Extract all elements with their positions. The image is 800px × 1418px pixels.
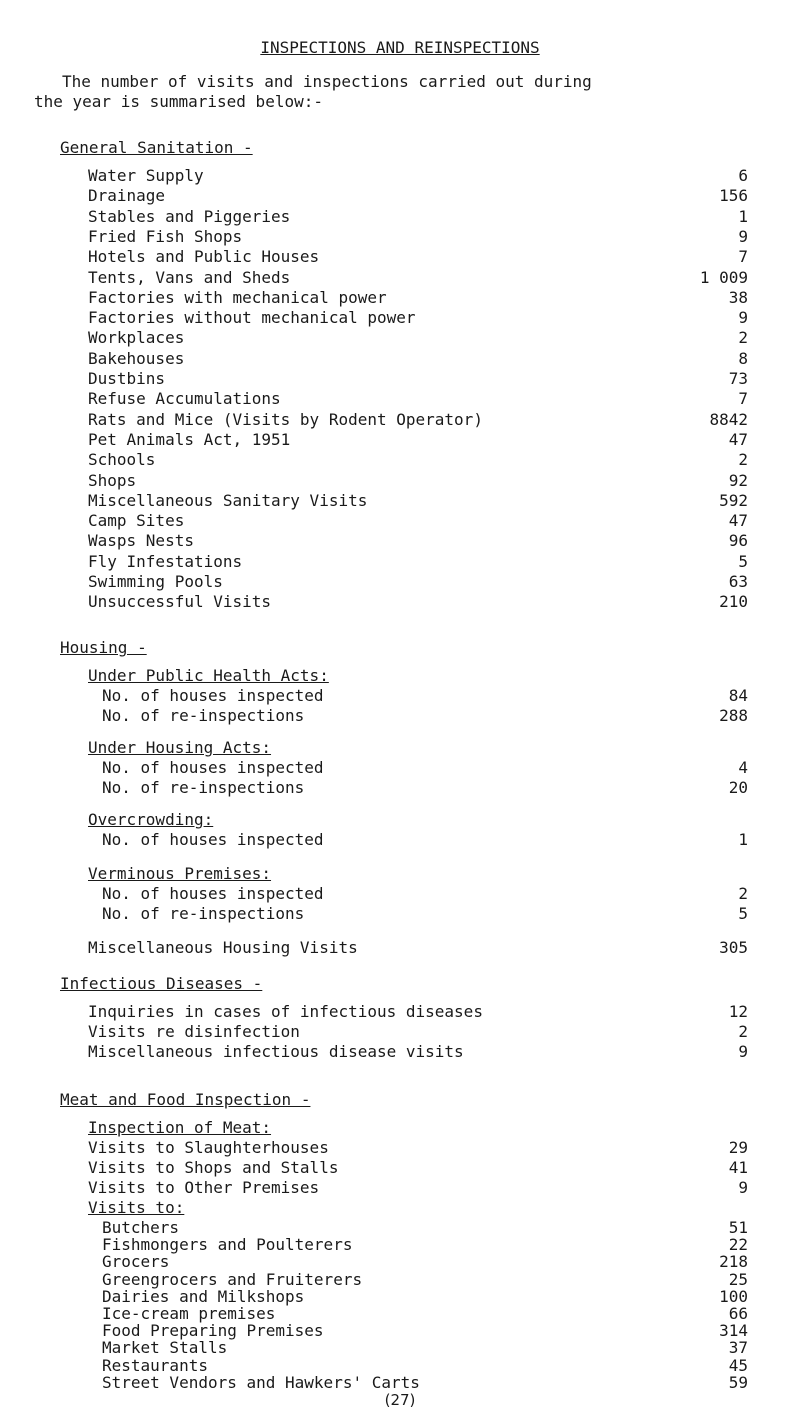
row-label: No. of re-inspections [102, 706, 305, 725]
row-label: Shops [88, 470, 137, 490]
row-value: 29 [728, 1138, 748, 1157]
row-label: Water Supply [88, 166, 204, 185]
list-item [88, 552, 748, 572]
row-value: 218 [719, 1252, 748, 1272]
row-label: Stables and Piggeries [88, 206, 291, 226]
subheading-visits-to: Visits to: [88, 1198, 185, 1217]
row-label: Schools [88, 450, 156, 470]
row-value: 59 [728, 1372, 748, 1392]
row-label: No. of houses inspected [102, 758, 324, 777]
row-value: 96 [728, 531, 748, 551]
row-value: 8842 [709, 409, 748, 429]
list-item [88, 830, 748, 850]
row-label: Factories without mechanical power [88, 308, 416, 328]
row-label: No. of houses inspected [102, 686, 324, 705]
list-item [88, 592, 748, 612]
row-label: Factories with mechanical power [88, 287, 387, 307]
list-item [88, 471, 748, 491]
subheading-verminous-premises: Verminous Premises: [88, 864, 272, 883]
row-value: 37 [728, 1338, 748, 1358]
subheading-inspection-of-meat: Inspection of Meat: [88, 1118, 272, 1137]
section-heading-infectious-diseases: Infectious Diseases - [60, 974, 263, 993]
section-heading-housing: Housing - [60, 638, 147, 657]
row-label: Market Stalls [102, 1338, 228, 1358]
row-value: 305 [719, 938, 748, 957]
row-value: 2 [738, 328, 748, 348]
row-label: Grocers [102, 1252, 170, 1272]
row-value: 47 [728, 511, 748, 531]
list-item [88, 268, 748, 288]
row-value: 66 [728, 1304, 748, 1323]
list-item [88, 1158, 748, 1178]
list-item [88, 904, 748, 924]
list-item [88, 511, 748, 531]
row-value: 592 [719, 490, 748, 510]
list-item [88, 491, 748, 511]
row-label: Ice-cream premises [102, 1304, 276, 1323]
row-label: Pet Animals Act, 1951 [88, 429, 291, 449]
page-number: (27) [384, 1391, 416, 1409]
list-item [88, 1002, 748, 1022]
list-item [88, 1178, 748, 1198]
list-item [88, 410, 748, 430]
row-value: 45 [728, 1355, 748, 1375]
row-label: Miscellaneous infectious disease visits [88, 1042, 464, 1061]
list-item [88, 1022, 748, 1042]
row-value: 9 [738, 308, 748, 328]
row-label: Miscellaneous Housing Visits [88, 938, 358, 957]
list-item [88, 207, 748, 227]
list-item [88, 686, 748, 706]
intro-line: The number of visits and inspections carried out during [62, 72, 592, 91]
list-item [88, 758, 748, 778]
list-item [88, 247, 748, 267]
row-label: Rats and Mice (Visits by Rodent Operator) [88, 409, 483, 429]
list-item [88, 227, 748, 247]
row-value: 100 [719, 1286, 748, 1306]
subheading-public-health-acts: Under Public Health Acts: [88, 666, 329, 685]
row-value: 7 [738, 247, 748, 267]
row-label: Visits to Other Premises [88, 1178, 320, 1197]
row-value: 92 [728, 470, 748, 490]
row-value: 2 [738, 884, 748, 903]
row-label: Tents, Vans and Sheds [88, 267, 291, 287]
subheading-housing-acts: Under Housing Acts: [88, 738, 272, 757]
row-value: 4 [738, 758, 748, 777]
row-value: 9 [738, 1178, 748, 1197]
row-label: No. of re-inspections [102, 778, 305, 797]
row-label: Inquiries in cases of infectious diseases [88, 1002, 483, 1021]
list-item [88, 308, 748, 328]
row-value: 9 [738, 1042, 748, 1061]
list-item [88, 706, 748, 726]
row-value: 5 [738, 904, 748, 923]
list-item [88, 1042, 748, 1062]
row-value: 8 [738, 348, 748, 368]
row-value: 156 [719, 186, 748, 206]
list-item [88, 186, 748, 206]
section-heading-general-sanitation: General Sanitation - [60, 138, 253, 157]
intro-paragraph [34, 72, 762, 112]
row-label: Butchers [102, 1218, 180, 1237]
row-value: 6 [738, 166, 748, 185]
row-value: 73 [728, 369, 748, 388]
row-label: Visits re disinfection [88, 1022, 300, 1041]
row-value: 314 [719, 1321, 748, 1341]
row-label: Food Preparing Premises [102, 1321, 324, 1341]
row-label: Bakehouses [88, 348, 185, 368]
intro-line: the year is summarised below:- [34, 92, 323, 111]
row-value: 2 [738, 450, 748, 470]
subheading-overcrowding: Overcrowding: [88, 810, 214, 829]
list-item [88, 328, 748, 348]
list-item [88, 450, 748, 470]
row-label: Fried Fish Shops [88, 226, 243, 246]
row-label: Wasps Nests [88, 531, 194, 551]
row-value: 2 [738, 1022, 748, 1041]
row-label: Greengrocers and Fruiterers [102, 1269, 363, 1289]
list-item [88, 288, 748, 308]
row-label: Drainage [88, 186, 166, 206]
row-label: Street Vendors and Hawkers' Carts [102, 1372, 420, 1392]
list-item [88, 938, 748, 958]
row-value: 9 [738, 226, 748, 246]
row-label: Refuse Accumulations [88, 389, 281, 409]
row-value: 1 [738, 830, 748, 849]
row-label: No. of houses inspected [102, 884, 324, 903]
row-value: 63 [728, 572, 748, 591]
row-label: Swimming Pools [88, 572, 223, 591]
row-value: 210 [719, 592, 748, 612]
row-value: 84 [728, 686, 748, 705]
row-value: 41 [728, 1158, 748, 1177]
row-value: 51 [728, 1218, 748, 1237]
row-label: Visits to Shops and Stalls [88, 1158, 339, 1177]
row-label: Camp Sites [88, 511, 185, 531]
row-value: 7 [738, 389, 748, 409]
row-value: 1 [738, 206, 748, 226]
row-label: Dairies and Milkshops [102, 1286, 305, 1306]
list-item [88, 884, 748, 904]
row-label: Restaurants [102, 1355, 208, 1375]
row-label: No. of houses inspected [102, 830, 324, 849]
list-item [88, 166, 748, 186]
row-label: No. of re-inspections [102, 904, 305, 923]
list-item [88, 572, 748, 592]
row-value: 12 [728, 1002, 748, 1021]
row-label: Hotels and Public Houses [88, 247, 320, 267]
row-label: Visits to Slaughterhouses [88, 1138, 329, 1157]
list-item [88, 1138, 748, 1158]
list-item [88, 778, 748, 798]
row-label: Workplaces [88, 328, 185, 348]
row-value: 25 [728, 1269, 748, 1289]
list-item [88, 389, 748, 409]
row-label: Miscellaneous Sanitary Visits [88, 490, 368, 510]
row-value: 288 [719, 706, 748, 725]
row-value: 22 [728, 1235, 748, 1255]
row-label: Fishmongers and Poulterers [102, 1235, 353, 1255]
list-item [88, 531, 748, 551]
list-item [88, 430, 748, 450]
row-value: 38 [728, 287, 748, 307]
section-heading-meat-food: Meat and Food Inspection - [60, 1090, 311, 1109]
row-label: Unsuccessful Visits [88, 592, 272, 612]
row-label: Fly Infestations [88, 551, 243, 571]
row-value: 20 [728, 778, 748, 797]
row-value: 1 009 [699, 267, 748, 287]
row-label: Dustbins [88, 369, 166, 388]
list-item [88, 369, 748, 389]
row-value: 47 [728, 429, 748, 449]
page-title: INSPECTIONS AND REINSPECTIONS [260, 38, 540, 57]
row-value: 5 [738, 551, 748, 571]
list-item [88, 349, 748, 369]
